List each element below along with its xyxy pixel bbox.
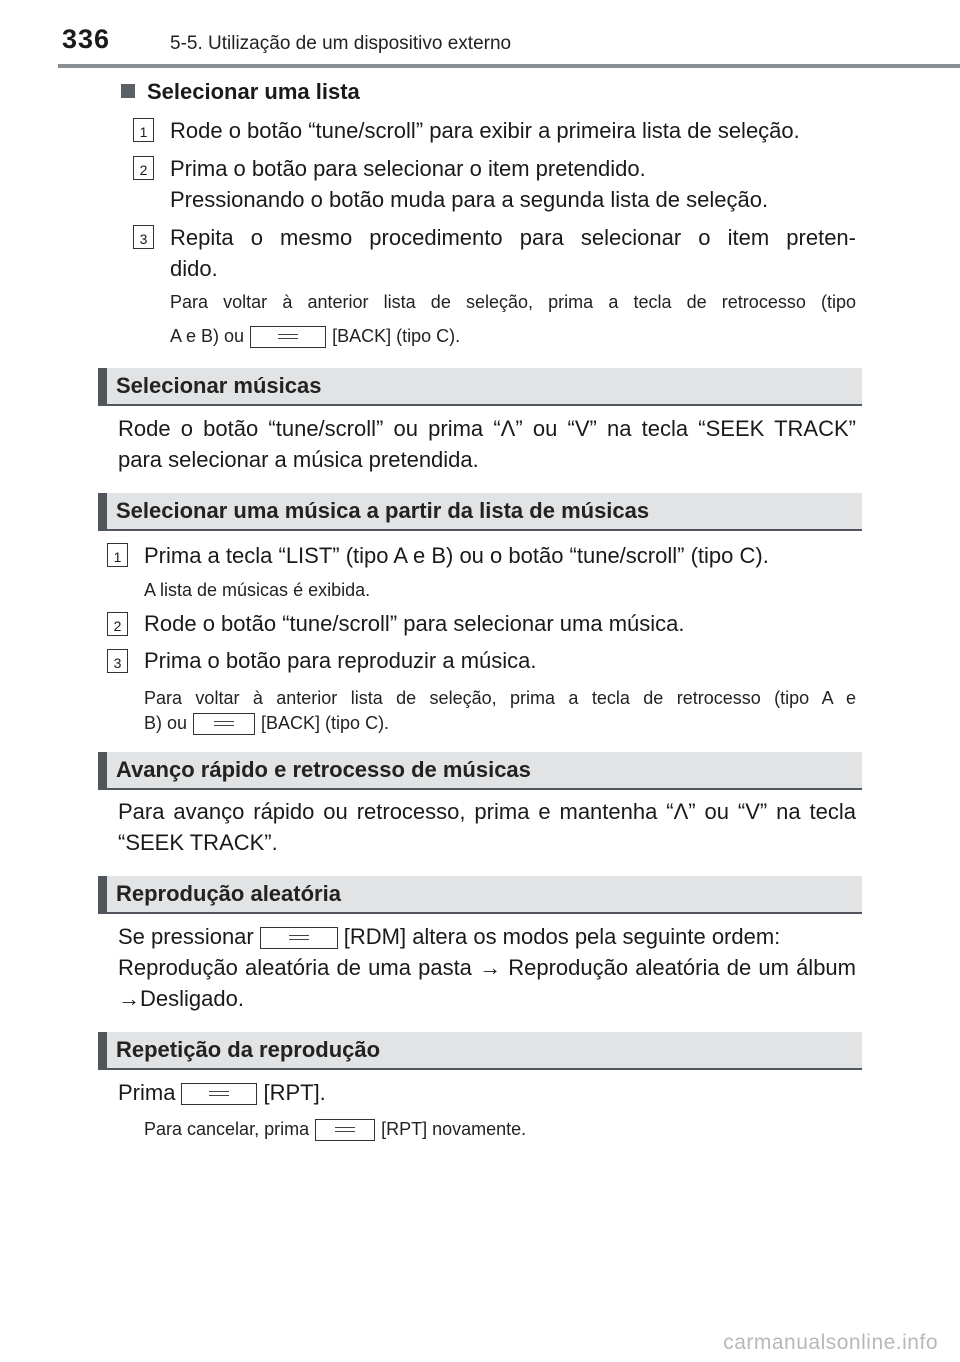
header-divider — [58, 64, 960, 68]
step-text: Rode o botão “tune/scroll” para exibir a primeira lista de seleção. — [170, 118, 800, 143]
step-number-badge: 2 — [133, 156, 154, 180]
step-text: Prima o botão para reproduzir a música. — [144, 648, 537, 673]
note-text: Para cancelar, prima [RPT] novamente. — [144, 1114, 856, 1145]
note-text: Para voltar à anterior lista de seleção, prima a tecla de retrocesso (tipo A e — [144, 688, 856, 708]
step-text: Prima a tecla “LIST” (tipo A e B) ou o botão “tune/scroll” (tipo C). — [144, 543, 769, 568]
rpt-key-icon — [181, 1083, 257, 1105]
rdm-key-icon — [260, 927, 338, 949]
back-key-icon — [250, 326, 326, 348]
chapter-title: 5-5. Utilização de um dispositivo externo — [170, 33, 512, 54]
section-header-repeat: Repetição da reprodução — [98, 1032, 862, 1070]
square-bullet-icon — [121, 84, 135, 98]
note-text: A lista de músicas é exibida. — [144, 580, 371, 600]
step-text: Prima o botão para selecionar o item pretendido. — [170, 156, 646, 181]
subheading-select-list: Selecionar uma lista — [121, 79, 360, 105]
note-text: Para voltar à anterior lista de seleção, prima a tecla de retrocesso (tipo — [170, 292, 856, 312]
back-key-icon — [193, 713, 255, 735]
section-header-fast-forward: Avanço rápido e retrocesso de músicas — [98, 752, 862, 790]
step-text: Repita o mesmo procedimento para selecionar o item preten- — [170, 225, 856, 250]
step-number-badge: 3 — [133, 225, 154, 249]
body-text: Para avanço rápido ou retrocesso, prima e mantenha “Λ” ou “V” na tecla “SEEK TRACK”. — [118, 799, 856, 855]
body-text: Prima [RPT]. — [118, 1080, 326, 1105]
step-number-badge: 2 — [107, 612, 128, 636]
watermark: carmanualsonline.info — [723, 1331, 938, 1354]
page-number: 336 — [62, 24, 111, 54]
section-header-select-songs: Selecionar músicas — [98, 368, 862, 406]
note-text-continued: A e B) ou [BACK] (tipo C). — [170, 321, 856, 352]
body-text: Rode o botão “tune/scroll” ou prima “Λ” ou “V” na tecla “SEEK TRACK” para selecionar a música pretendida. — [118, 416, 856, 472]
section-header-select-from-list: Selecionar uma música a partir da lista de músicas — [98, 493, 862, 531]
step-number-badge: 1 — [133, 118, 154, 142]
step-text: Rode o botão “tune/scroll” para selecionar uma música. — [144, 611, 685, 636]
note-text-continued: B) ou [BACK] (tipo C). — [144, 708, 856, 739]
step-number-badge: 3 — [107, 649, 128, 673]
body-text: Reprodução aleatória de uma pasta → Reprodução aleatória de um álbum →Desligado. — [118, 955, 856, 1011]
body-text: Se pressionar [RDM] altera os modos pela seguinte ordem: — [118, 924, 781, 949]
rpt-key-icon — [315, 1119, 375, 1141]
step-text-continued: Pressionando o botão muda para a segunda lista de seleção. — [170, 187, 769, 212]
section-header-random: Reprodução aleatória — [98, 876, 862, 914]
step-number-badge: 1 — [107, 543, 128, 567]
step-text-continued: dido. — [170, 256, 218, 281]
